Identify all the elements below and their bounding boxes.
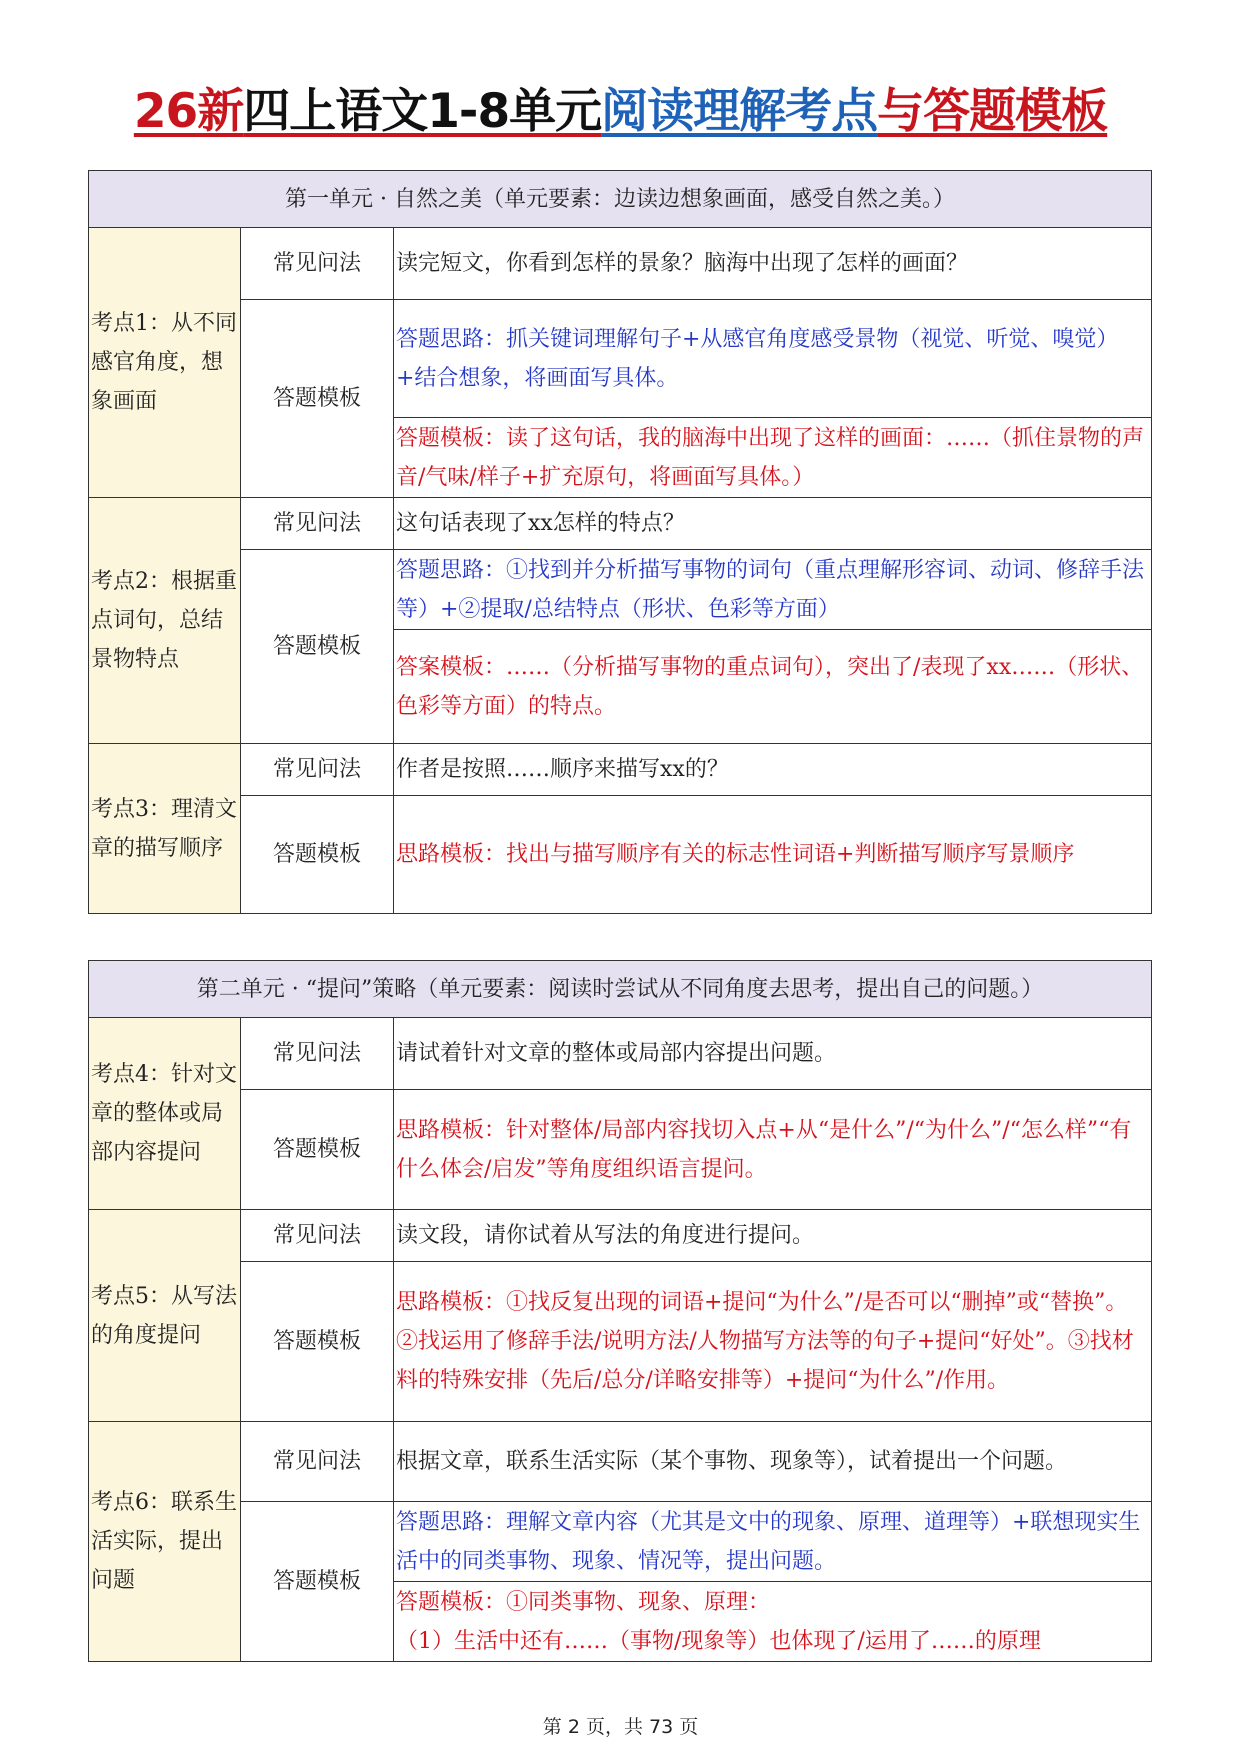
unit2-heading: 第二单元 · “提问”策略（单元要素：阅读时尝试从不同角度去思考，提出自己的问题。） (89, 961, 1152, 1018)
point3-template: 思路模板：找出与描写顺序有关的标志性词语+判断描写顺序写景顺序 (394, 796, 1152, 914)
point5-answer-label: 答题模板 (241, 1262, 394, 1422)
point3-name: 考点3：理清文章的描写顺序 (89, 744, 241, 914)
point4-name: 考点4：针对文章的整体或局部内容提问 (89, 1018, 241, 1210)
unit1-heading: 第一单元 · 自然之美（单元要素：边读边想象画面，感受自然之美。） (89, 171, 1152, 228)
point2-template: 答案模板：……（分析描写事物的重点词句），突出了/表现了xx……（形状、色彩等方面）的特点。 (394, 630, 1152, 744)
point3-question: 作者是按照……顺序来描写xx的？ (394, 744, 1152, 796)
unit2-table (88, 960, 1152, 1662)
point3-question-label: 常见问法 (241, 744, 394, 796)
point1-name: 考点1：从不同感官角度，想象画面 (89, 228, 241, 498)
point2-answer-label: 答题模板 (241, 550, 394, 744)
point4-answer-label: 答题模板 (241, 1090, 394, 1210)
point4-question: 请试着针对文章的整体或局部内容提出问题。 (394, 1018, 1152, 1090)
point2-question-label: 常见问法 (241, 498, 394, 550)
point6-question: 根据文章，联系生活实际（某个事物、现象等），试着提出一个问题。 (394, 1422, 1152, 1502)
point6-template-line1: 答题模板：①同类事物、现象、原理： (396, 1589, 771, 1615)
point6-question-label: 常见问法 (241, 1422, 394, 1502)
point1-idea: 答题思路：抓关键词理解句子+从感官角度感受景物（视觉、听觉、嗅觉）+结合想象，将画面写具体。 (394, 300, 1152, 418)
point6-idea: 答题思路：理解文章内容（尤其是文中的现象、原理、道理等）+联想现实生活中的同类事物、现象、情况等，提出问题。 (394, 1502, 1152, 1582)
point4-template: 思路模板：针对整体/局部内容找切入点+从“是什么”/“为什么”/“怎么样”“有什么体会/启发”等角度组织语言提问。 (394, 1090, 1152, 1210)
page-footer: 第 2 页，共 73 页 (542, 1716, 699, 1738)
point4-question-label: 常见问法 (241, 1018, 394, 1090)
point6-template-line2: （1）生活中还有……（事物/现象等）也体现了/运用了……的原理 (396, 1628, 1041, 1654)
point3-answer-label: 答题模板 (241, 796, 394, 914)
point6-template (394, 1582, 1152, 1662)
point6-answer-label: 答题模板 (241, 1502, 394, 1662)
point5-name: 考点5：从写法的角度提问 (89, 1210, 241, 1422)
point1-template: 答题模板：读了这句话，我的脑海中出现了这样的画面：……（抓住景物的声音/气味/样子+扩充原句，将画面写具体。） (394, 418, 1152, 498)
point6-name: 考点6：联系生活实际，提出问题 (89, 1422, 241, 1662)
point1-answer-label: 答题模板 (241, 300, 394, 498)
unit1-table (88, 170, 1152, 914)
point5-question: 读文段，请你试着从写法的角度进行提问。 (394, 1210, 1152, 1262)
point2-idea: 答题思路：①找到并分析描写事物的词句（重点理解形容词、动词、修辞手法等）+②提取/总结特点（形状、色彩等方面） (394, 550, 1152, 630)
point5-template: 思路模板：①找反复出现的词语+提问“为什么”/是否可以“删掉”或“替换”。②找运用了修辞手法/说明方法/人物描写方法等的句子+提问“好处”。③找材料的特殊安排（先后/总分/详略安排等）+提问“为什么”/作用。 (394, 1262, 1152, 1422)
point1-question: 读完短文，你看到怎样的景象？脑海中出现了怎样的画面？ (394, 228, 1152, 300)
point2-name: 考点2：根据重点词句，总结景物特点 (89, 498, 241, 744)
point1-question-label: 常见问法 (241, 228, 394, 300)
point2-question: 这句话表现了xx怎样的特点？ (394, 498, 1152, 550)
point5-question-label: 常见问法 (241, 1210, 394, 1262)
page-title: 26新四上语文1-8单元阅读理解考点与答题模板 (133, 84, 1108, 139)
